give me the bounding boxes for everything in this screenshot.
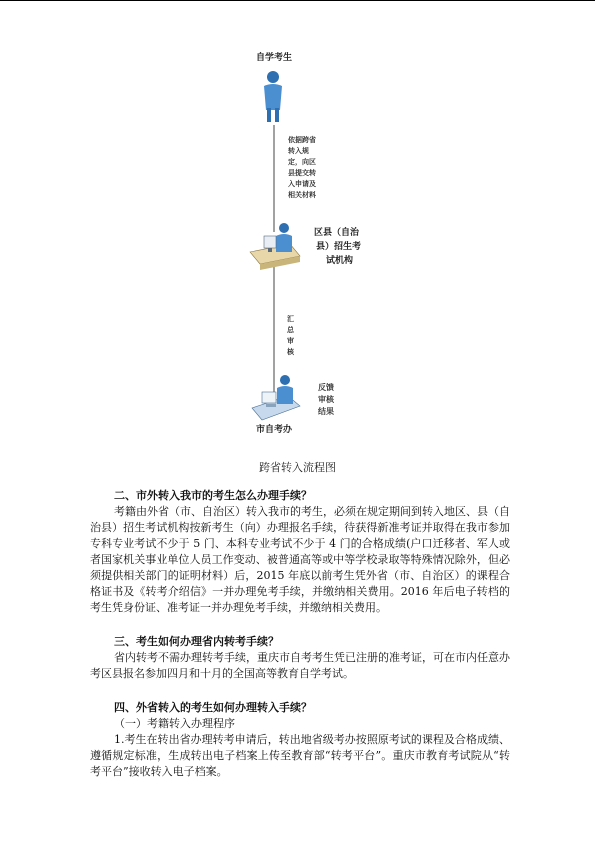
spacer xyxy=(90,616,510,634)
feedback-note xyxy=(318,382,348,418)
spacer xyxy=(90,682,510,700)
label-line: 区县（自治 xyxy=(314,228,360,238)
section-3-heading: 三、考生如何办理省内转考手续？ xyxy=(114,635,279,648)
note-line: 总 xyxy=(287,326,294,334)
note-line: 定，向区 xyxy=(288,158,316,166)
note-line: 结果 xyxy=(318,407,334,416)
student-person-icon xyxy=(264,71,282,122)
section-4-subheading: （一）考籍转入办理程序 xyxy=(114,717,235,730)
review-note xyxy=(287,314,299,358)
section-3-body: 省内转考不需办理转考手续，重庆市自考考生凭已注册的准考证，可在市内任意办考区县报名参加四月和十月的全国高等教育自学考试。 xyxy=(90,651,510,680)
submit-application-note xyxy=(288,135,328,201)
note-line: 审 xyxy=(287,337,294,345)
label-line: 县）招生考 xyxy=(316,242,362,252)
district-office-label xyxy=(314,226,361,268)
label-line: 试机构 xyxy=(326,256,354,266)
section-4-heading: 四、外省转入的考生如何办理转入手续？ xyxy=(114,701,312,714)
document-body xyxy=(90,488,510,780)
note-line: 汇 xyxy=(287,315,294,323)
note-line: 依据跨省 xyxy=(288,136,316,144)
figure-caption: 跨省转入流程图 xyxy=(259,461,336,474)
note-line: 转入规 xyxy=(288,147,309,155)
student-label: 自学考生 xyxy=(256,53,293,63)
note-line: 县提交转 xyxy=(288,169,316,177)
note-line: 审核 xyxy=(318,395,334,404)
computer-worker-icon xyxy=(252,375,300,420)
note-line: 反馈 xyxy=(318,383,334,392)
city-exam-office-label: 市自考办 xyxy=(256,425,293,435)
note-line: 核 xyxy=(287,348,294,356)
note-line: 相关材料 xyxy=(288,191,316,199)
section-4-item-1: 1.考生在转出省办理转考申请后，转出地省级考办按照原考试的课程及合格成绩、遵循规定标准，生成转出电子档案上传至教育部“转考平台”。重庆市教育考试院从“转考平台”接收转入电子档案。 xyxy=(90,733,510,778)
note-line: 入申请及 xyxy=(288,180,316,188)
section-2-body: 考籍由外省（市、自治区）转入我市的考生，必须在规定期间到转入地区、县（自治县）招生考试机构按新考生（向）办理报名手续，待获得新准考证并取得在我市参加专科专业考试不少于 5 门、本科专业考试不少于 4 门的合格成绩(户口迁移者、军人或者国家机关事业单位人员工作变动、被普通高等或中等学校录取等特殊情况除外，但必须提供相关部门的证明材料）后，2015 年底以前考生凭外省（市、自治区）的课程合格证书及《转考介绍信》一并办理免考手续，并缴纳相关费用。2016 年后电子转档的考生凭身份证、准考证一并办理免考手续，并缴纳相关费用。 xyxy=(90,505,510,614)
section-2-heading: 二、市外转入我市的考生怎么办理手续？ xyxy=(114,489,312,502)
office-worker-desk-icon xyxy=(250,223,300,270)
